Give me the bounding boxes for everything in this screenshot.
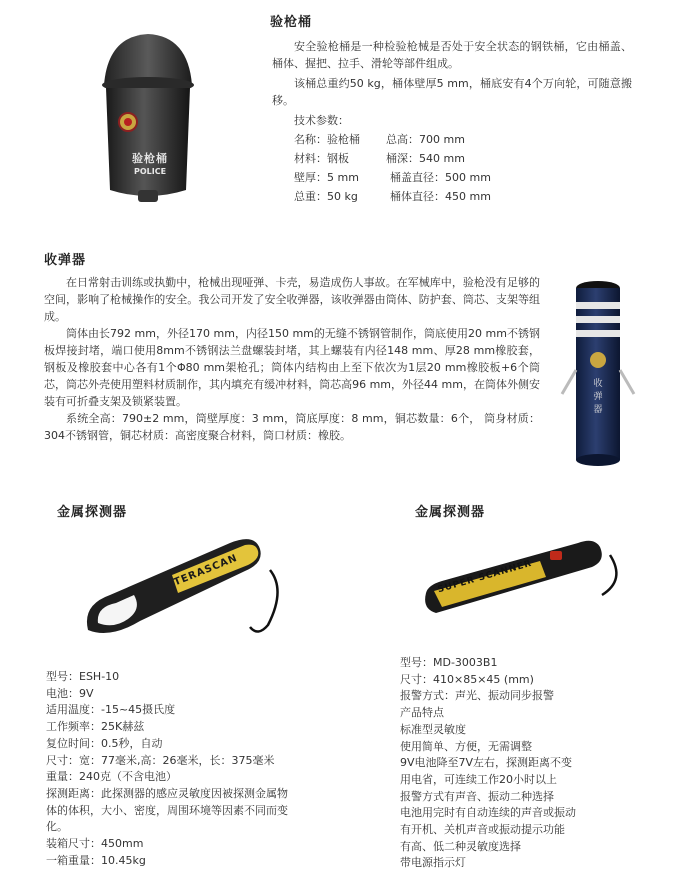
spec-line: 使用简单、方便，无需调整 [400, 739, 532, 753]
spec-line: 工作频率：25K赫兹 [46, 720, 145, 734]
spec-line: 电池用完时有自动连续的声音或振动 [400, 806, 576, 820]
spec-line: 有高、低二种灵敏度选择 [400, 839, 521, 853]
barrel-label-cn: 验枪桶 [132, 152, 168, 165]
spec-line: 9V电池降至7V左右，探测距离不变 [400, 756, 573, 770]
spec-row: 材料：钢板 桶深：540 mm [294, 152, 465, 165]
section2-para3: 系统全高：790±2 mm，筒壁厚度：3 mm，筒底厚度：8 mm，铜芯数量：6个， 筒身材质：304不锈钢管，铜芯材质：高密度聚合材料，筒口材质：橡胶。 [44, 412, 540, 442]
spec-line: 型号：ESH-10 [46, 670, 120, 683]
section4-title: 金属探测器 [415, 505, 486, 520]
terascan-brand-label: TERASCAN [172, 552, 240, 589]
section1-para1: 安全验枪桶是一种检验枪械是否处于安全状态的钢铁桶，它由桶盖、桶体、握把、拉手、滑轮等部件组成。 [272, 40, 632, 70]
spec-line: 标准型灵敏度 [400, 722, 466, 736]
spec-line: 体的体积，大小、密度，周围环境等因素不同而变 [46, 803, 288, 817]
spec-line: 重量：240克（不含电池） [46, 770, 177, 784]
section1-spec-table [294, 130, 491, 206]
section1-spec-heading: 技术参数： [294, 114, 349, 127]
bullet-collector-image [558, 278, 638, 470]
terascan-detector-image [80, 535, 300, 645]
spec-line: 报警方式：声光、振动同步报警 [400, 689, 554, 703]
spec-line: 报警方式有声音、振动二种选择 [400, 789, 554, 803]
spec-line: 型号：MD-3003B1 [400, 656, 498, 669]
collector-label: 收弹器 [593, 379, 603, 415]
section1-para2: 该桶总重约50 kg，桶体壁厚5 mm，桶底安有4个万向轮，可随意搬移。 [272, 77, 632, 107]
spec-line: 装箱尺寸：450mm [46, 837, 144, 851]
spec-row: 名称：验枪桶 总高：700 mm [294, 133, 465, 146]
spec-line: 用电省，可连续工作20小时以上 [400, 772, 557, 786]
spec-line: 探测距离：此探测器的感应灵敏度因被探测金属物 [46, 786, 288, 800]
super-scanner-detector-image [422, 535, 642, 625]
section1-title: 验枪桶 [270, 15, 313, 30]
section2-body [44, 274, 540, 444]
super-scanner-brand-label: SUPER SCANNER [436, 558, 534, 596]
barrel-label-en: POLICE [133, 167, 167, 176]
spec-line: 一箱重量：10.45kg [46, 853, 146, 867]
section2-para2: 筒体由长792 mm，外径170 mm，内径150 mm的无缝不锈钢管制作，筒底使用20 mm不锈钢板焊接封堵，端口使用8mm不锈钢法兰盘螺装封堵，其上螺装有内径148 mm、厚28 mm橡胶套，钢板及橡胶套中心各有1个Φ80 mm架枪孔；筒体内结构由上至下依次为1层20 mm橡胶板+6个筒芯，筒芯外壳使用塑料材质制作，其内填充有缓冲材料，筒芯高96 mm，外径44 mm，在筒体外侧安装有可折叠支架及锁紧装置。 [44, 327, 540, 408]
section4-spec-list [400, 655, 680, 872]
spec-line: 化。 [46, 820, 68, 834]
spec-line: 带电源指示灯 [400, 856, 466, 870]
spec-line: 尺寸：410×85×45 (mm) [400, 672, 534, 686]
section2-para1: 在日常射击训练或执勤中，枪械出现哑弹、卡壳，易造成伤人事故。在军械库中，验枪没有足够的空间，影响了枪械操作的安全。我公司开发了安全收弹器，该收弹器由筒体、防护套、筒芯、支架等组成。 [44, 276, 540, 323]
section2-title: 收弹器 [44, 253, 87, 268]
spec-line: 复位时间：0.5秒，自动 [46, 736, 163, 750]
section3-title: 金属探测器 [57, 505, 128, 520]
spec-line: 适用温度：-15~45摄氏度 [46, 703, 176, 717]
spec-line: 尺寸：宽：77毫米,高：26毫米，长：375毫米 [46, 753, 275, 767]
spec-line: 产品特点 [400, 706, 444, 720]
spec-line: 电池：9V [46, 686, 94, 700]
spec-line: 有开机、关机声音或振动提示功能 [400, 823, 565, 837]
section3-spec-list [46, 669, 346, 869]
gun-check-barrel-image [98, 30, 198, 205]
spec-row: 总重：50 kg 桶体直径：450 mm [294, 190, 491, 203]
spec-row: 壁厚：5 mm 桶盖直径：500 mm [294, 171, 491, 184]
